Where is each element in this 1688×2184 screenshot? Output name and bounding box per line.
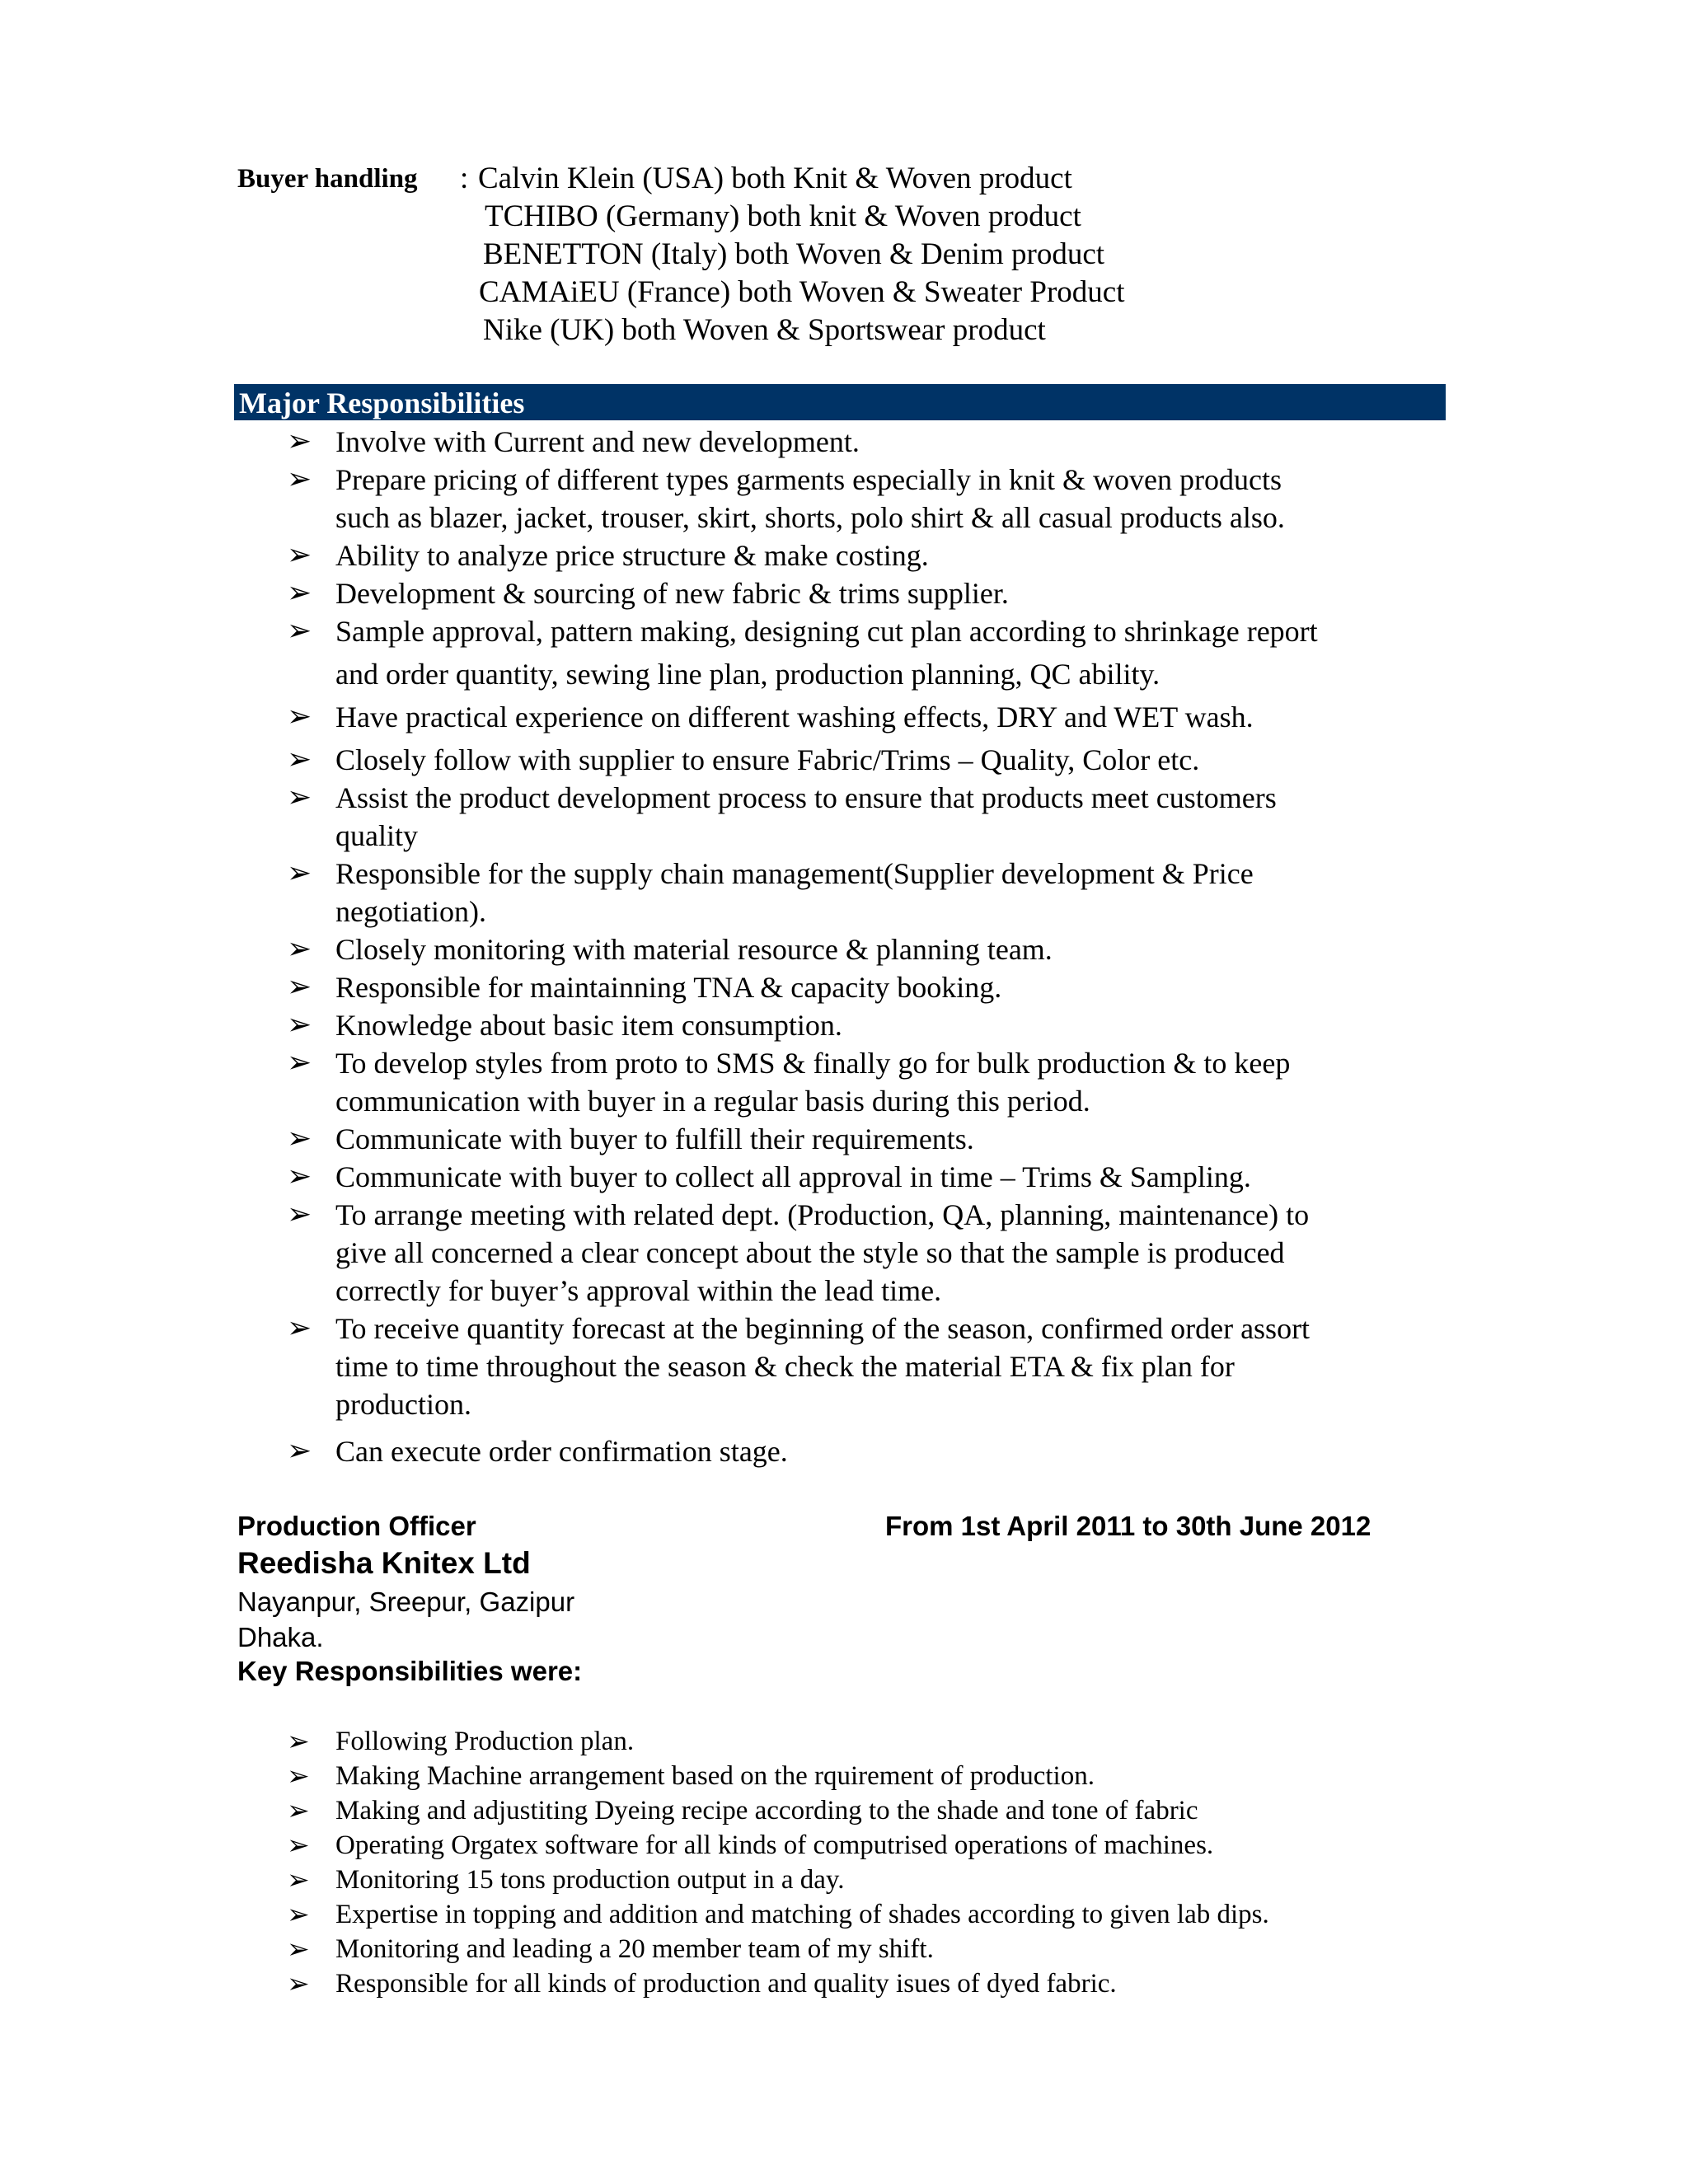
list-item-text: Ability to analyze price structure & make costing. bbox=[335, 539, 929, 572]
key-responsibilities-heading: Key Responsibilities were: bbox=[237, 1656, 583, 1686]
list-item bbox=[0, 423, 1688, 461]
buyer-row bbox=[237, 274, 1474, 312]
list-item bbox=[0, 1044, 1688, 1082]
list-item-text: Communicate with buyer to fulfill their requirements. bbox=[335, 1122, 974, 1155]
list-item-text: time to time throughout the season & check the material ETA & fix plan for bbox=[335, 1350, 1235, 1383]
list-item-continuation bbox=[0, 1347, 1688, 1385]
list-item-text: To arrange meeting with related dept. (Production, QA, planning, maintenance) to bbox=[335, 1198, 1310, 1231]
list-item bbox=[0, 612, 1688, 650]
list-item-text: quality bbox=[335, 819, 418, 852]
list-item-text: Knowledge about basic item consumption. bbox=[335, 1009, 842, 1042]
list-item-text: Expertise in topping and addition and matching of shades according to given lab dips. bbox=[335, 1900, 1269, 1929]
list-item bbox=[0, 537, 1688, 574]
list-item bbox=[0, 1120, 1688, 1158]
list-item-text: Prepare pricing of different types garments especially in knit & woven products bbox=[335, 463, 1282, 496]
buyer-item: Calvin Klein (USA) both Knit & Woven product bbox=[478, 162, 1072, 195]
buyer-item: TCHIBO (Germany) both knit & Woven product bbox=[485, 199, 1081, 233]
list-item-continuation bbox=[0, 1272, 1688, 1310]
arrow-bullet-icon: ➢ bbox=[287, 1760, 310, 1792]
arrow-bullet-icon: ➢ bbox=[287, 1311, 312, 1345]
arrow-bullet-icon: ➢ bbox=[287, 1197, 312, 1231]
list-item-text: Operating Orgatex software for all kinds of computrised operations of machines. bbox=[335, 1830, 1214, 1860]
buyer-row bbox=[237, 198, 1474, 236]
list-item-text: and order quantity, sewing line plan, production planning, QC ability. bbox=[335, 658, 1160, 691]
arrow-bullet-icon: ➢ bbox=[287, 1122, 312, 1155]
arrow-bullet-icon: ➢ bbox=[287, 1160, 312, 1193]
list-item-text: Monitoring and leading a 20 member team of my shift. bbox=[335, 1934, 934, 1964]
buyer-row bbox=[237, 160, 1474, 198]
list-item-text: Can execute order confirmation stage. bbox=[335, 1435, 788, 1468]
arrow-bullet-icon: ➢ bbox=[287, 462, 312, 496]
list-item-continuation bbox=[0, 650, 1688, 693]
buyer-item: BENETTON (Italy) both Woven & Denim product bbox=[483, 237, 1105, 271]
arrow-bullet-icon: ➢ bbox=[287, 1829, 310, 1861]
major-responsibilities-heading: Major Responsibilities bbox=[234, 384, 1446, 420]
arrow-bullet-icon: ➢ bbox=[287, 1863, 310, 1896]
arrow-bullet-icon: ➢ bbox=[287, 1933, 310, 1965]
arrow-bullet-icon: ➢ bbox=[287, 1046, 312, 1080]
list-item bbox=[0, 574, 1688, 612]
arrow-bullet-icon: ➢ bbox=[287, 932, 312, 966]
arrow-bullet-icon: ➢ bbox=[287, 1794, 310, 1826]
list-item bbox=[0, 1759, 1688, 1793]
list-item-text: To receive quantity forecast at the beginning of the season, confirmed order assort bbox=[335, 1312, 1311, 1345]
list-item-text: Assist the product development process to ensure that products meet customers bbox=[335, 781, 1277, 814]
arrow-bullet-icon: ➢ bbox=[287, 1967, 310, 1999]
buyer-item: CAMAiEU (France) both Woven & Sweater Product bbox=[479, 275, 1125, 309]
list-item-text: Making Machine arrangement based on the rquirement of production. bbox=[335, 1761, 1095, 1791]
list-item bbox=[0, 1310, 1688, 1347]
company-address-line2: Dhaka. bbox=[237, 1622, 324, 1652]
list-item-text: Communicate with buyer to collect all approval in time – Trims & Sampling. bbox=[335, 1160, 1251, 1193]
list-item bbox=[0, 1724, 1688, 1759]
arrow-bullet-icon: ➢ bbox=[287, 424, 312, 458]
arrow-bullet-icon: ➢ bbox=[287, 700, 312, 733]
list-item bbox=[0, 1793, 1688, 1828]
arrow-bullet-icon: ➢ bbox=[287, 856, 312, 890]
list-item bbox=[0, 1966, 1688, 2001]
list-item bbox=[0, 1006, 1688, 1044]
list-item-text: give all concerned a clear concept about the style so that the sample is produced bbox=[335, 1236, 1285, 1269]
list-item-text: Responsible for the supply chain management(Supplier development & Price bbox=[335, 857, 1254, 890]
list-item bbox=[0, 461, 1688, 499]
key-responsibilities-list bbox=[0, 1724, 1688, 2001]
list-item-text: Development & sourcing of new fabric & trims supplier. bbox=[335, 577, 1009, 610]
buyer-handling-colon: : bbox=[460, 162, 469, 195]
list-item bbox=[0, 968, 1688, 1006]
list-item-text: Have practical experience on different washing effects, DRY and WET wash. bbox=[335, 701, 1254, 733]
list-item-text: correctly for buyer’s approval within the lead time. bbox=[335, 1274, 942, 1307]
list-item bbox=[0, 855, 1688, 893]
list-item-text: Responsible for maintainning TNA & capacity booking. bbox=[335, 971, 1002, 1004]
buyer-item: Nike (UK) both Woven & Sportswear product bbox=[483, 313, 1046, 347]
list-item bbox=[0, 1932, 1688, 1966]
arrow-bullet-icon: ➢ bbox=[287, 1008, 312, 1042]
buyer-handling-label: Buyer handling bbox=[237, 164, 418, 194]
buyer-row bbox=[237, 236, 1474, 274]
arrow-bullet-icon: ➢ bbox=[287, 576, 312, 610]
list-item-text: production. bbox=[335, 1388, 471, 1421]
list-item-text: Closely monitoring with material resource & planning team. bbox=[335, 933, 1053, 966]
arrow-bullet-icon: ➢ bbox=[287, 538, 312, 572]
list-item-text: Closely follow with supplier to ensure Fabric/Trims – Quality, Color etc. bbox=[335, 743, 1200, 776]
list-item-continuation bbox=[0, 893, 1688, 930]
list-item bbox=[0, 693, 1688, 736]
list-item bbox=[0, 1897, 1688, 1932]
company-name: Reedisha Knitex Ltd bbox=[237, 1546, 531, 1580]
list-item-text: Responsible for all kinds of production and quality isues of dyed fabric. bbox=[335, 1969, 1117, 1999]
arrow-bullet-icon: ➢ bbox=[287, 970, 312, 1004]
list-item-text: negotiation). bbox=[335, 895, 486, 928]
list-item bbox=[0, 779, 1688, 817]
list-item-text: Following Production plan. bbox=[335, 1727, 635, 1756]
list-item bbox=[0, 930, 1688, 968]
list-item-continuation bbox=[0, 817, 1688, 855]
list-item bbox=[0, 736, 1688, 779]
arrow-bullet-icon: ➢ bbox=[287, 1725, 310, 1757]
list-item-continuation bbox=[0, 1385, 1688, 1423]
list-item bbox=[0, 1863, 1688, 1897]
list-item-text: such as blazer, jacket, trouser, skirt, shorts, polo shirt & all casual products also. bbox=[335, 501, 1285, 534]
list-item bbox=[0, 1828, 1688, 1863]
list-item-text: Sample approval, pattern making, designing cut plan according to shrinkage report bbox=[335, 615, 1318, 648]
list-item-text: communication with buyer in a regular basis during this period. bbox=[335, 1085, 1090, 1118]
list-item-continuation bbox=[0, 1234, 1688, 1272]
major-responsibilities-list bbox=[0, 423, 1688, 1471]
list-item-continuation bbox=[0, 1082, 1688, 1120]
buyer-handling-block bbox=[237, 160, 1474, 349]
list-item-text: To develop styles from proto to SMS & finally go for bulk production & to keep bbox=[335, 1047, 1291, 1080]
list-item-text: Involve with Current and new development. bbox=[335, 425, 860, 458]
list-item bbox=[0, 1196, 1688, 1234]
list-item-text: Making and adjustiting Dyeing recipe according to the shade and tone of fabric bbox=[335, 1796, 1198, 1825]
buyer-row bbox=[237, 312, 1474, 349]
job-title: Production Officer bbox=[237, 1511, 476, 1541]
arrow-bullet-icon: ➢ bbox=[287, 780, 312, 814]
company-address-line1: Nayanpur, Sreepur, Gazipur bbox=[237, 1586, 575, 1617]
list-item bbox=[0, 1158, 1688, 1196]
arrow-bullet-icon: ➢ bbox=[287, 614, 312, 648]
list-item-continuation bbox=[0, 499, 1688, 537]
arrow-bullet-icon: ➢ bbox=[287, 1434, 312, 1468]
list-item bbox=[0, 1423, 1688, 1471]
job-dates: From 1st April 2011 to 30th June 2012 bbox=[885, 1511, 1372, 1541]
arrow-bullet-icon: ➢ bbox=[287, 1898, 310, 1930]
list-item-text: Monitoring 15 tons production output in a day. bbox=[335, 1865, 845, 1895]
arrow-bullet-icon: ➢ bbox=[287, 743, 312, 776]
